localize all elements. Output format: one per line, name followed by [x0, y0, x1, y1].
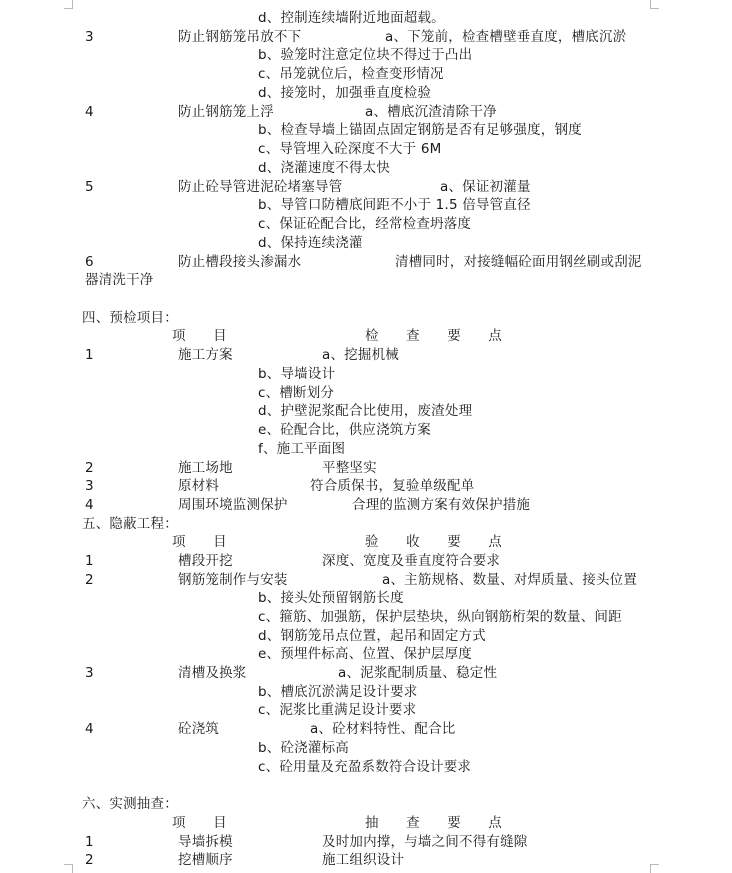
section-heading: 六、实测抽查：: [82, 796, 178, 812]
item-number: 6: [85, 254, 94, 270]
item-number: 3: [85, 665, 94, 681]
check-point: d、护壁泥浆配合比使用，废渣处理: [258, 403, 473, 419]
check-point: 清槽同时，对接缝幅砼面用钢丝刷或刮泥: [395, 254, 642, 270]
item-title: 导墙拆模: [178, 834, 233, 850]
item-number: 4: [85, 497, 94, 513]
item-number: 3: [85, 29, 94, 45]
item-title: 施工方案: [178, 347, 233, 363]
check-point: 及时加内撑，与墙之间不得有缝隙: [322, 834, 528, 850]
check-point: 合理的监测方案有效保护措施: [352, 497, 531, 513]
column-header-item: 项 目: [172, 534, 227, 550]
check-point: d、浇灌速度不得太快: [258, 160, 391, 176]
crop-mark-top-right: [650, 0, 659, 9]
check-point: a、槽底沉渣清除干净: [365, 104, 497, 120]
column-header-item: 项 目: [172, 328, 227, 344]
check-point: b、导管口防槽底间距不小于 1.5 倍导管直径: [258, 197, 531, 213]
item-number: 4: [85, 721, 94, 737]
item-number: 1: [85, 347, 94, 363]
item-title: 防止槽段接头渗漏水: [178, 254, 302, 270]
item-number: 5: [85, 179, 94, 195]
section-heading: 四、预检项目：: [82, 310, 178, 326]
item-number: 4: [85, 104, 94, 120]
check-point: b、砼浇灌标高: [258, 740, 349, 756]
item-title: 施工场地: [178, 460, 233, 476]
column-header-item: 项 目: [172, 815, 227, 831]
check-point: d、接笼时，加强垂直度检验: [258, 85, 432, 101]
item-number: 2: [85, 852, 94, 868]
item-number: 1: [85, 553, 94, 569]
item-title: 槽段开挖: [178, 553, 233, 569]
item-title: 钢筋笼制作与安装: [178, 572, 288, 588]
item-title: 原材料: [178, 478, 220, 494]
check-point: e、预埋件标高、位置、保护层厚度: [258, 646, 473, 662]
check-point: c、砼用量及充盈系数符合设计要求: [258, 759, 472, 775]
column-header-points: 抽 查 要 点: [365, 815, 502, 831]
item-title: 防止砼导管进泥砼堵塞导管: [178, 179, 343, 195]
item-number: 2: [85, 460, 94, 476]
check-point: e、砼配合比，供应浇筑方案: [258, 422, 431, 438]
check-point: b、槽底沉淤满足设计要求: [258, 684, 418, 700]
check-point: c、吊笼就位后，检查变形情况: [258, 66, 444, 82]
column-header-points: 验 收 要 点: [365, 534, 502, 550]
check-point: a、下笼前，检查槽壁垂直度，槽底沉淤: [385, 29, 627, 45]
list-item: d、控制连续墙附近地面超载。: [258, 10, 445, 26]
item-title: 周围环境监测保护: [178, 497, 288, 513]
check-point: 施工组织设计: [322, 852, 405, 868]
item-title: 挖槽顺序: [178, 852, 233, 868]
check-point: b、接头处预留钢筋长度: [258, 590, 404, 606]
check-point: d、保持连续浇灌: [258, 235, 363, 251]
item-title: 砼浇筑: [178, 721, 220, 737]
column-header-points: 检 查 要 点: [365, 328, 502, 344]
check-point: c、箍筋、加强筋，保护层垫块，纵向钢筋桁架的数量、间距: [258, 609, 622, 625]
section-heading: 五、隐蔽工程：: [82, 516, 178, 532]
check-point: d、钢筋笼吊点位置，起吊和固定方式: [258, 628, 486, 644]
check-point: a、泥浆配制质量、稳定性: [338, 665, 498, 681]
check-point: c、导管埋入砼深度不大于 6M: [258, 141, 442, 157]
crop-mark-top-left: [64, 0, 73, 9]
check-point: f、施工平面图: [258, 441, 346, 457]
check-point: a、保证初灌量: [440, 179, 531, 195]
item-number: 2: [85, 572, 94, 588]
item-number: 1: [85, 834, 94, 850]
check-point: c、保证砼配合比，经常检查坍落度: [258, 216, 472, 232]
check-point: 平整坚实: [322, 460, 377, 476]
check-point: c、泥浆比重满足设计要求: [258, 702, 417, 718]
item-title: 防止钢筋笼上浮: [178, 104, 274, 120]
item-title: 清槽及换浆: [178, 665, 247, 681]
check-point: 符合质保书，复验单级配单: [310, 478, 475, 494]
check-point: 深度、宽度及垂直度符合要求: [322, 553, 501, 569]
check-point: b、验笼时注意定位块不得过于凸出: [258, 47, 473, 63]
check-point: b、导墙设计: [258, 366, 336, 382]
check-point: b、检查导墙上锚固点固定钢筋是否有足够强度，钢度: [258, 122, 582, 138]
check-point-continuation: 器清洗干净: [85, 272, 154, 288]
check-point: c、槽断划分: [258, 385, 335, 401]
check-point: a、挖掘机械: [322, 347, 399, 363]
check-point: a、主筋规格、数量、对焊质量、接头位置: [382, 572, 638, 588]
item-title: 防止钢筋笼吊放不下: [178, 29, 302, 45]
item-number: 3: [85, 478, 94, 494]
check-point: a、砼材料特性、配合比: [310, 721, 456, 737]
